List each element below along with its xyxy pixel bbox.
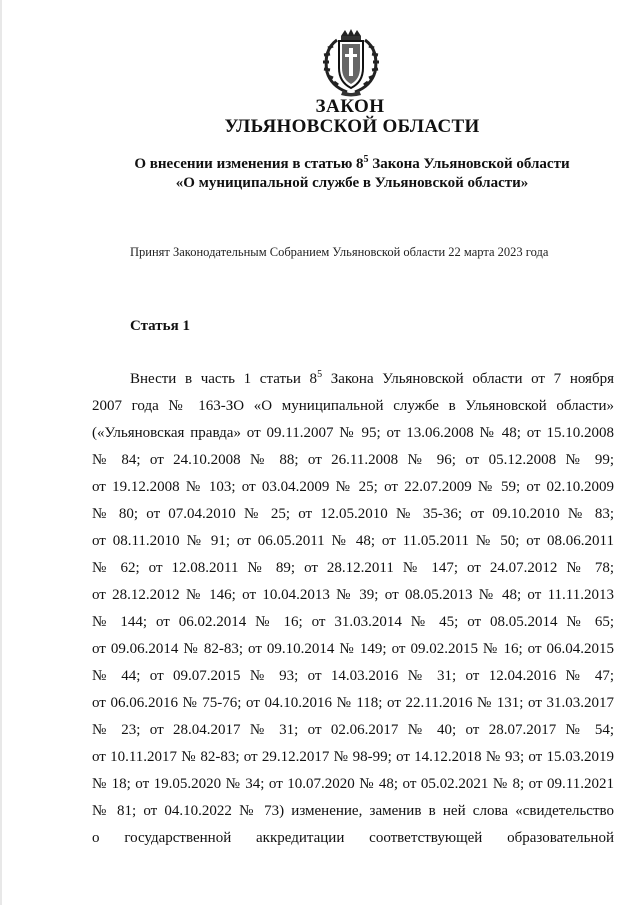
article-superscript: 5: [317, 369, 323, 380]
article-line: № 81; от 04.10.2022 № 73) изменение, заменив в ней слова «свидетельство: [92, 803, 614, 819]
article-line: № 84; от 24.10.2008 № 88; от 26.11.2008 № 96; от 05.12.2008 № 99;: [92, 452, 614, 468]
subject-text-post: Закона Ульяновской области: [368, 156, 570, 172]
article-heading: Статья 1: [130, 318, 190, 334]
article-text-post: Закона Ульяновской области от 7 ноября: [322, 371, 614, 387]
law-subject-line-2: «О муниципальной службе в Ульяновской области»: [175, 175, 529, 191]
adoption-note: Принят Законодательным Собранием Ульяновской области 22 марта 2023 года: [130, 245, 549, 259]
law-title: ЗАКОН: [315, 96, 385, 117]
article-line: от 08.11.2010 № 91; от 06.05.2011 № 48; от 11.05.2011 № 50; от 08.06.2011: [92, 533, 614, 549]
article-line: («Ульяновская правда» от 09.11.2007 № 95; от 13.06.2008 № 48; от 15.10.2008: [92, 425, 614, 441]
article-line: 2007 года № 163-ЗО «О муниципальной службе в Ульяновской области»: [92, 398, 614, 414]
article-line: № 80; от 07.04.2010 № 25; от 12.05.2010 № 35-36; от 09.10.2010 № 83;: [92, 506, 614, 522]
subject-text-pre: О внесении изменения в статью 8: [134, 156, 364, 172]
region-title: УЛЬЯНОВСКОЙ ОБЛАСТИ: [224, 116, 480, 137]
article-line: от 19.12.2008 № 103; от 03.04.2009 № 25; от 22.07.2009 № 59; от 02.10.2009: [92, 479, 614, 495]
article-line: от 06.06.2016 № 75-76; от 04.10.2016 № 118; от 22.11.2016 № 131; от 31.03.2017: [92, 695, 614, 711]
article-line: от 09.06.2014 № 82-83; от 09.10.2014 № 149; от 09.02.2015 № 16; от 06.04.2015: [92, 641, 614, 657]
article-line: № 23; от 28.04.2017 № 31; от 02.06.2017 № 40; от 28.07.2017 № 54;: [92, 722, 614, 738]
article-line: № 18; от 19.05.2020 № 34; от 10.07.2020 № 48; от 05.02.2021 № 8; от 09.11.2021: [92, 776, 614, 792]
article-line: о государственной аккредитации соответствующей образовательной: [92, 830, 614, 846]
coat-of-arms-icon: [313, 28, 389, 98]
article-line: [92, 366, 614, 393]
subject-superscript: 5: [363, 154, 369, 165]
article-body: [92, 366, 614, 852]
article-line: № 62; от 12.08.2011 № 89; от 28.12.2011 № 147; от 24.07.2012 № 78;: [92, 560, 614, 576]
article-line: № 144; от 06.02.2014 № 16; от 31.03.2014 № 45; от 08.05.2014 № 65;: [92, 614, 614, 630]
article-line: от 10.11.2017 № 82-83; от 29.12.2017 № 98-99; от 14.12.2018 № 93; от 15.03.2019: [92, 749, 614, 765]
article-line: от 28.12.2012 № 146; от 10.04.2013 № 39; от 08.05.2013 № 48; от 11.11.2013: [92, 587, 614, 603]
article-line: № 44; от 09.07.2015 № 93; от 14.03.2016 № 31; от 12.04.2016 № 47;: [92, 668, 614, 684]
law-subject-line-1: [0, 154, 640, 173]
article-text-pre: Внести в часть 1 статьи 8: [130, 371, 318, 387]
